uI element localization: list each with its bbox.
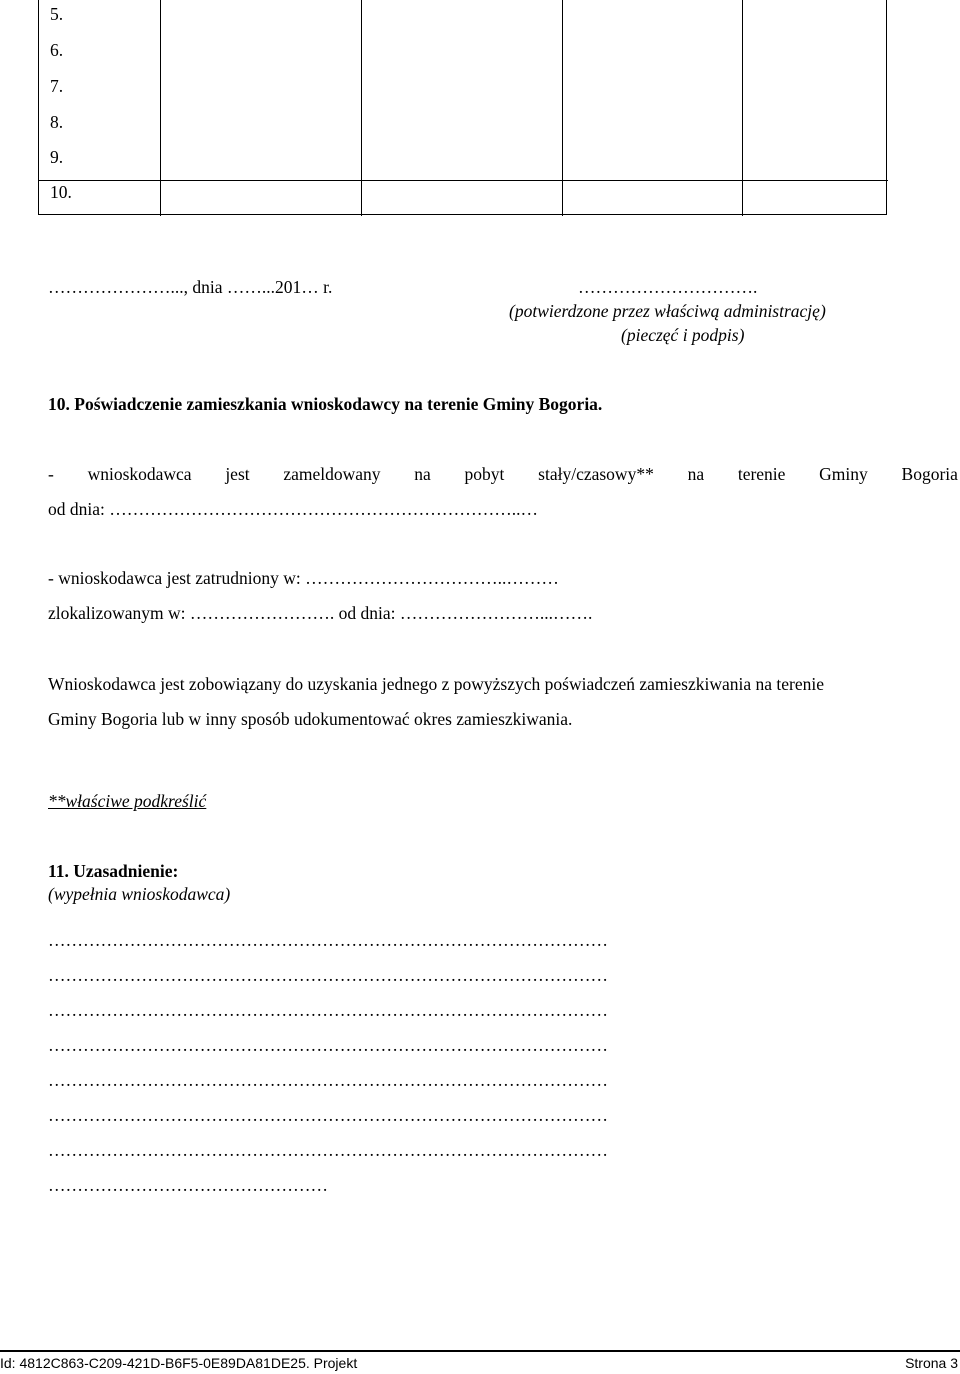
justification-line: …………………………………………………………………………………… <box>48 1000 608 1020</box>
table-column-divider <box>562 0 563 216</box>
items-table <box>38 0 888 216</box>
section-11-heading: 11. Uzasadnienie: <box>48 861 179 881</box>
page-number: Strona 3 <box>905 1355 958 1371</box>
table-row-number: 7. <box>50 76 64 96</box>
info-paragraph-line: Gminy Bogoria lub w inny sposób udokumentować okres zamieszkiwania. <box>48 709 573 729</box>
table-column-divider <box>160 0 161 216</box>
justification-line: …………………………………………………………………………………… <box>48 930 608 950</box>
registration-word: Gminy <box>819 464 868 484</box>
justification-line: ………………………………………… <box>48 1175 328 1195</box>
info-paragraph-line: Wnioskodawca jest zobowiązany do uzyskania jednego z powyższych poświadczeń zamieszkiwania na terenie <box>48 674 825 694</box>
registration-date-field: od dnia: ……………………………………………………………..… <box>48 499 538 519</box>
signature-dotted-line: …………………………. <box>578 277 758 297</box>
registration-word: na <box>687 464 705 484</box>
table-column-divider <box>742 0 743 216</box>
justification-line: …………………………………………………………………………………… <box>48 965 608 985</box>
registration-word: Bogoria <box>901 464 958 484</box>
registration-line <box>48 464 958 485</box>
table-border <box>38 0 887 215</box>
registration-word: stały/czasowy** <box>538 464 654 484</box>
employment-field: - wnioskodawca jest zatrudniony w: ……………………………..……… <box>48 568 559 588</box>
registration-word: pobyt <box>464 464 505 484</box>
justification-line: …………………………………………………………………………………… <box>48 1035 608 1055</box>
table-row-divider <box>38 180 888 181</box>
registration-word: na <box>414 464 431 484</box>
registration-word: zameldowany <box>283 464 381 484</box>
registration-word: jest <box>225 464 250 484</box>
table-row-number: 9. <box>50 147 64 167</box>
table-row-number: 5. <box>50 4 64 24</box>
table-row-number: 8. <box>50 112 64 132</box>
table-row-number: 10. <box>50 182 72 202</box>
table-row-number: 6. <box>50 40 64 60</box>
table-column-divider <box>361 0 362 216</box>
document-id: Id: 4812C863-C209-421D-B6F5-0E89DA81DE25. Projekt <box>0 1355 358 1371</box>
justification-line: …………………………………………………………………………………… <box>48 1070 608 1090</box>
stamp-caption: (pieczęć i podpis) <box>621 325 745 345</box>
justification-line: …………………………………………………………………………………… <box>48 1105 608 1125</box>
registration-word: - <box>48 464 54 484</box>
section-11-subheading: (wypełnia wnioskodawca) <box>48 884 231 904</box>
footnote: **właściwe podkreślić <box>48 791 207 811</box>
section-10-heading: 10. Poświadczenie zamieszkania wnioskodawcy na terenie Gminy Bogoria. <box>48 394 603 414</box>
place-date-field: …………………..., dnia ……...201… r. <box>48 277 333 297</box>
registration-word: wnioskodawca <box>87 464 192 484</box>
justification-line: …………………………………………………………………………………… <box>48 1140 608 1160</box>
registration-word: terenie <box>737 464 786 484</box>
employment-location-field: zlokalizowanym w: ……………………. od dnia: ……………………...……. <box>48 603 593 623</box>
confirmation-caption: (potwierdzone przez właściwą administrację) <box>509 301 826 321</box>
footer-rule <box>0 1350 960 1352</box>
